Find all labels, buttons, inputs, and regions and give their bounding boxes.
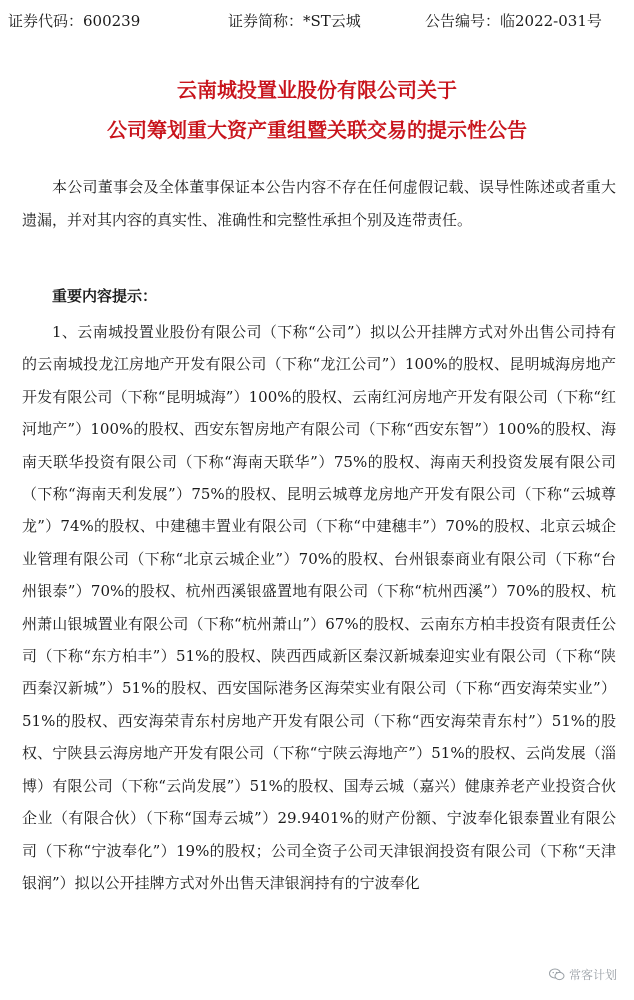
stock-short-name: 证券简称：*ST云城 (228, 12, 361, 30)
document-header (0, 6, 634, 34)
wechat-icon (549, 968, 565, 981)
key-point-item-1: 1、云南城投置业股份有限公司（下称“公司”）拟以公开挂牌方式对外出售公司持有的云南城投龙江房地产开发有限公司（下称“龙江公司”）100%的股权、昆明城海房地产开发有限公司（下称“昆明城海”）100%的股权、云南红河房地产开发有限公司（下称“红河地产”）100%的股权、西安东智房地产有限公司（下称“西安东智”）100%的股权、海南天联华投资有限公司（下称“海南天联华”）75%的股权、海南天利投资发展有限公司（下称“海南天利发展”）75%的股权、昆明云城尊龙房地产开发有限公司（下称“云城尊龙”）74%的股权、中建穗丰置业有限公司（下称“中建穗丰”）70%的股权、北京云城企业管理有限公司（下称“北京云城企业”）70%的股权、台州银泰商业有限公司（下称“台州银泰”）70%的股权、杭州西溪银盛置地有限公司（下称“杭州西溪”）70%的股权、杭州萧山银城置业有限公司（下称“杭州萧山”）67%的股权、云南东方柏丰投资有限责任公司（下称“东方柏丰”）51%的股权、陕西西咸新区秦汉新城秦迎实业有限公司（下称“陕西秦汉新城”）51%的股权、西安国际港务区海荣实业有限公司（下称“西安海荣实业”）51%的股权、西安海荣青东村房地产开发有限公司（下称“西安海荣青东村”）51%的股权、宁陕县云海房地产开发有限公司（下称“宁陕云海地产”）51%的股权、云尚发展（淄博）有限公司（下称“云尚发展”）51%的股权、国寿云城（嘉兴）健康养老产业投资合伙企业（有限合伙）（下称“国寿云城”）29.9401%的财产份额、宁波奉化银泰置业有限公司（下称“宁波奉化”）19%的股权；公司全资子公司天津银润投资有限公司（下称“天津银润”）拟以公开挂牌方式对外出售天津银润持有的宁波奉化 (22, 323, 616, 892)
title-line-1: 云南城投置业股份有限公司关于 (177, 78, 457, 102)
watermark (546, 965, 620, 984)
title-line-2: 公司筹划重大资产重组暨关联交易的提示性公告 (107, 118, 527, 142)
key-points-heading: 重要内容提示： (52, 287, 158, 305)
board-statement: 本公司董事会及全体董事保证本公告内容不存在任何虚假记载、误导性陈述或者重大遗漏，并对其内容的真实性、准确性和完整性承担个别及连带责任。 (22, 178, 616, 229)
notice-number: 公告编号：临2022-031号 (425, 12, 602, 30)
watermark-text: 常客计划 (568, 968, 617, 982)
stock-code: 证券代码：600239 (8, 12, 141, 30)
